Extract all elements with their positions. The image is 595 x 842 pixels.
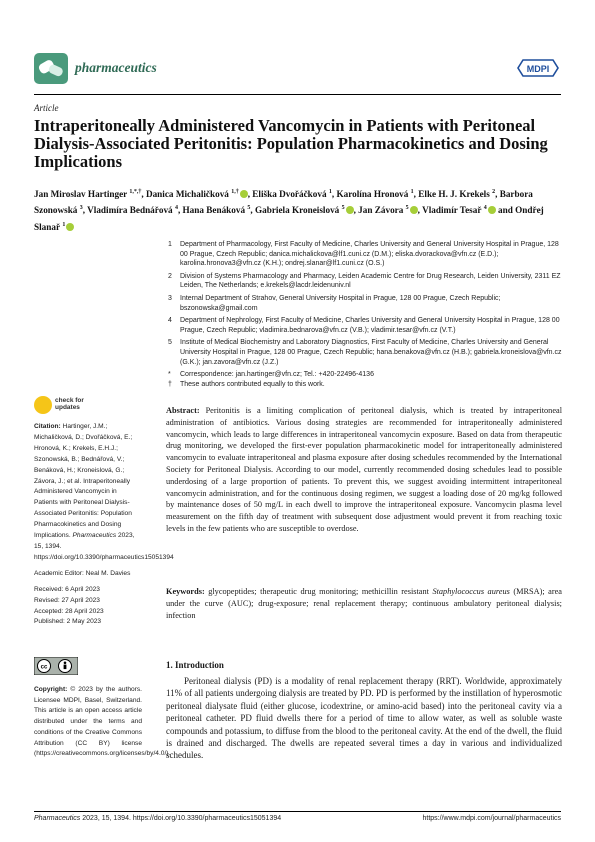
author-name: Jan Závora <box>358 205 404 216</box>
author-list: Jan Miroslav Hartinger $^{1,*,\dagger}$, Danica Michaličková $^{1,\dagger}$ , Eliška Dvořáčková $^1$, Karolína Hronová $^1$, Elke H. J. Krekels $^2$, Barbora Szonowská $^3$, Vladimíra Bednářová $^4$, Hana Benáková $^5$, Gabriela Kroneislová $^5$ , Jan Závora $^5$ , Vladimír Tesař $^4$ and Ondřej Slanař $^1$ <box>34 189 544 232</box>
author-affiliation-marker: 2 <box>492 189 496 195</box>
copyright-text: © 2023 by the authors. Licensee MDPI, Basel, Switzerland. This article is an open access article distributed under the terms and conditions of the Creative Commons Attribution (CC BY) license (https://creativecommons.org/licenses/by/4.0/). <box>34 686 171 758</box>
keywords-label: Keywords: <box>166 587 205 596</box>
citation-block <box>34 422 174 564</box>
author-affiliation-marker: 4 <box>483 205 487 212</box>
author-name: Vladimíra Bednářová <box>87 205 173 216</box>
orcid-icon[interactable] <box>66 223 74 231</box>
affiliation-item <box>168 316 563 335</box>
affiliation-text: Department of Pharmacology, First Faculty of Medicine, Charles University and General University Hospital in Prague, 128 00 Prague, Czech Republic; danica.michalickova@lf1.cuni.cz (D.M.); eliska.dvorackova@vfn.cz (E.D.); karolina.hronova3@vfn.cz (K.H.); ondrej.slanar@lf1.cuni.cz (O.S.) <box>180 241 559 268</box>
author-name: Vladimír Tesař <box>422 205 482 216</box>
author-name: Ondřej Slanař <box>34 205 544 232</box>
orcid-icon[interactable] <box>488 206 496 214</box>
affiliation-item <box>168 272 563 291</box>
keywords <box>166 586 562 621</box>
affiliation-number: 4 <box>168 317 172 325</box>
author-affiliation-marker: 5 <box>341 205 345 212</box>
affiliation-number: 2 <box>168 272 172 280</box>
orcid-icon[interactable] <box>410 206 418 214</box>
footer-citation-text[interactable]: 2023, 15, 1394. https://doi.org/10.3390/pharmaceutics15051394 <box>82 815 282 822</box>
copyright-label: Copyright: <box>34 686 68 693</box>
footer-journal-url[interactable]: https://www.mdpi.com/journal/pharmaceutics <box>422 815 561 822</box>
check-updates-line1: check for <box>55 397 84 404</box>
header-divider <box>34 94 561 95</box>
citation-label: Citation: <box>34 423 61 430</box>
author-affiliation-marker: 5 <box>405 205 409 212</box>
check-for-updates-button[interactable] <box>34 396 94 416</box>
author-name: Eliška Dvořáčková <box>252 189 327 200</box>
author-name: Jan Miroslav Hartinger <box>34 189 128 200</box>
footer-citation <box>34 815 281 822</box>
citation-text: Hartinger, J.M.; Michaličková, D.; Dvořáčková, E.; Hronová, K.; Krekels, E.H.J.; Szonowská, B.; Bednářová, V.; Benáková, H.; Kroneislová, G.; Závora, J.; et al. Intraperitoneally Administered Vancomycin in Patients with Peritoneal Dialysis-Associated Peritonitis: Population Pharmacokinetics and Dosing Implications. <box>34 423 133 540</box>
section-heading-introduction: 1. Introduction <box>166 660 224 670</box>
author-name: Hana Benáková <box>182 205 246 216</box>
affiliation-number: 1 <box>168 241 172 248</box>
affiliation-text: Internal Department of Strahov, General University Hospital in Prague, 128 00 Prague, Czech Republic; bszonowska@gmail.com <box>180 294 501 312</box>
check-updates-line2: updates <box>55 404 80 411</box>
author-name: Elke H. J. Krekels <box>418 189 490 200</box>
author-affiliation-marker: 4 <box>174 205 178 212</box>
academic-editor: Academic Editor: Neal M. Davies <box>34 569 131 577</box>
author-list-and: and <box>498 205 513 216</box>
keywords-text-after: (MRSA); area under the curve (AUC); drug-exposure; renal replacement therapy; continuous ambulatory peritoneal dialysis; infection <box>166 587 562 620</box>
journal-logo <box>34 53 68 84</box>
affiliation-number: * <box>168 371 171 379</box>
author-affiliation-marker: 3 <box>79 205 83 212</box>
citation-doi-link[interactable]: 2023, 15, 1394. https://doi.org/10.3390/pharmaceutics15051394 <box>34 532 174 561</box>
article-type: Article <box>34 103 59 113</box>
orcid-icon[interactable] <box>346 206 354 214</box>
abstract-text: Peritonitis is a limiting complication of peritoneal dialysis, which is treated by intraperitoneal administration of antibiotics. Various dosing strategies are recommended for intraperitoneally administered vancomycin, which leads to large differences in intraperitoneal vancomycin exposure. Based on data from therapeutic drug monitoring, we developed the first-ever population pharmacokinetic model for intraperitoneally administered vancomycin to evaluate intraperitoneal and plasma exposure after dosing schedules recommended by the International Society for Peritoneal Dialysis. According to our model, currently recommended dosing schedules lead to possible underdosing of a large proportion of patients. To prevent this, we suggest avoiding intermittent intraperitoneal vancomycin administration, and for the continuous dosing regimen, we suggest a loading dose of 20 mg/kg followed by maintenance doses of 50 mg/L in each dwell to improve the intraperitoneal exposure. Vancomycin plasma level measurement on the fifth day of treatment with subsequent dose adjustment would prevent it from reaching toxic levels in the few patients who are susceptible to overdose. <box>166 406 563 533</box>
affiliation-text: Department of Nephrology, First Faculty of Medicine, Charles University and General University Hospital in Prague, 128 00 Prague, Czech Republic; vladimira.bednarova@vfn.cz (V.B.); vladimir.tesar@vfn.cz (V.T.) <box>180 317 560 334</box>
affiliation-number: † <box>168 380 172 388</box>
affiliation-number: 5 <box>168 339 172 347</box>
date-published: Published: 2 May 2023 <box>34 618 102 626</box>
affiliation-item <box>168 380 563 390</box>
cc-by-license-badge[interactable] <box>34 657 78 675</box>
author-affiliation-marker: 1 <box>328 189 332 195</box>
author-affiliation-marker: 1 <box>410 189 414 195</box>
affiliation-text: Correspondence: jan.hartinger@vfn.cz; Tel.: +420-22496-4136 <box>180 371 374 379</box>
author-affiliation-marker: 5 <box>247 205 251 212</box>
affiliation-text: Division of Systems Pharmacology and Pharmacy, Leiden Academic Centre for Drug Research, Leiden University, 2311 EZ Leiden, The Netherlands; e.krekels@lacdr.leidenuniv.nl <box>180 272 561 290</box>
footer-journal: Pharmaceutics <box>34 815 81 822</box>
keywords-text-before: glycopeptides; therapeutic drug monitoring; methicillin resistant <box>208 587 429 596</box>
abstract <box>166 405 562 535</box>
check-updates-icon <box>34 396 52 414</box>
introduction-paragraph: Peritoneal dialysis (PD) is a modality of renal replacement therapy (RRT). Worldwide, approximately 11% of all patients undergoing dialysis are treated by PD. PD is performed by the instillation of hyperosmotic peritoneal dialysate fluid (either glucose, icodextrine, or amino-acid based) into the peritoneal cavity via a peritoneal catheter. PD fluid dwells there for a period of time to allow water, as well as soluble waste compounds and potassium, to diffuse from the blood to the peritoneal cavity. At the end of the dwell, the fluid is drained and discharged. The dwells are repeated several times a day in various and individualized schedules. <box>166 676 562 761</box>
svg-text:cc: cc <box>40 664 48 671</box>
author-name: Gabriela Kroneislová <box>254 205 340 216</box>
article-title: Intraperitoneally Administered Vancomycin in Patients with Peritoneal Dialysis-Associated Peritonitis: Population Pharmacokinetics and Dosing Implications <box>34 116 548 171</box>
affiliation-number: 3 <box>168 294 172 302</box>
date-received: Received: 6 April 2023 <box>34 585 100 593</box>
affiliation-item <box>168 338 563 367</box>
affiliations <box>168 240 563 389</box>
journal-name: pharmaceutics <box>75 60 157 75</box>
copyright-notice <box>34 685 171 760</box>
affiliation-text: These authors contributed equally to this work. <box>180 380 325 388</box>
author-affiliation-marker: 1 <box>62 221 66 228</box>
citation-journal: Pharmaceutics <box>72 532 117 540</box>
author-affiliation-marker: 1,† <box>231 189 239 195</box>
affiliation-item <box>168 294 563 313</box>
mdpi-logo <box>517 58 559 78</box>
affiliation-item <box>168 240 563 269</box>
footer-divider <box>34 811 561 812</box>
mdpi-logo-text: MDPI <box>526 64 550 74</box>
author-affiliation-marker: 1,*,† <box>129 189 142 195</box>
author-name: Danica Michaličková <box>145 189 229 200</box>
affiliation-item <box>168 370 563 380</box>
author-name: Barbora Szonowská <box>34 189 533 216</box>
date-revised: Revised: 27 April 2023 <box>34 596 100 604</box>
date-accepted: Accepted: 28 April 2023 <box>34 607 104 615</box>
sidebar-info <box>34 422 174 628</box>
keywords-italic: Staphylococcus aureus <box>432 587 510 596</box>
abstract-label: Abstract: <box>166 406 200 415</box>
orcid-icon[interactable] <box>240 190 248 198</box>
affiliation-text: Institute of Medical Biochemistry and Laboratory Diagnostics, First Faculty of Medicine, Charles University and General University Hospital in Prague, 128 00 Prague, Czech Republic; hana.benakova@vfn.cz (H.B.); gabriela.kroneislova@vfn.cz (G.K.); jan.zavora@vfn.cz (J.Z.) <box>180 339 562 366</box>
author-name: Karolína Hronová <box>336 189 409 200</box>
